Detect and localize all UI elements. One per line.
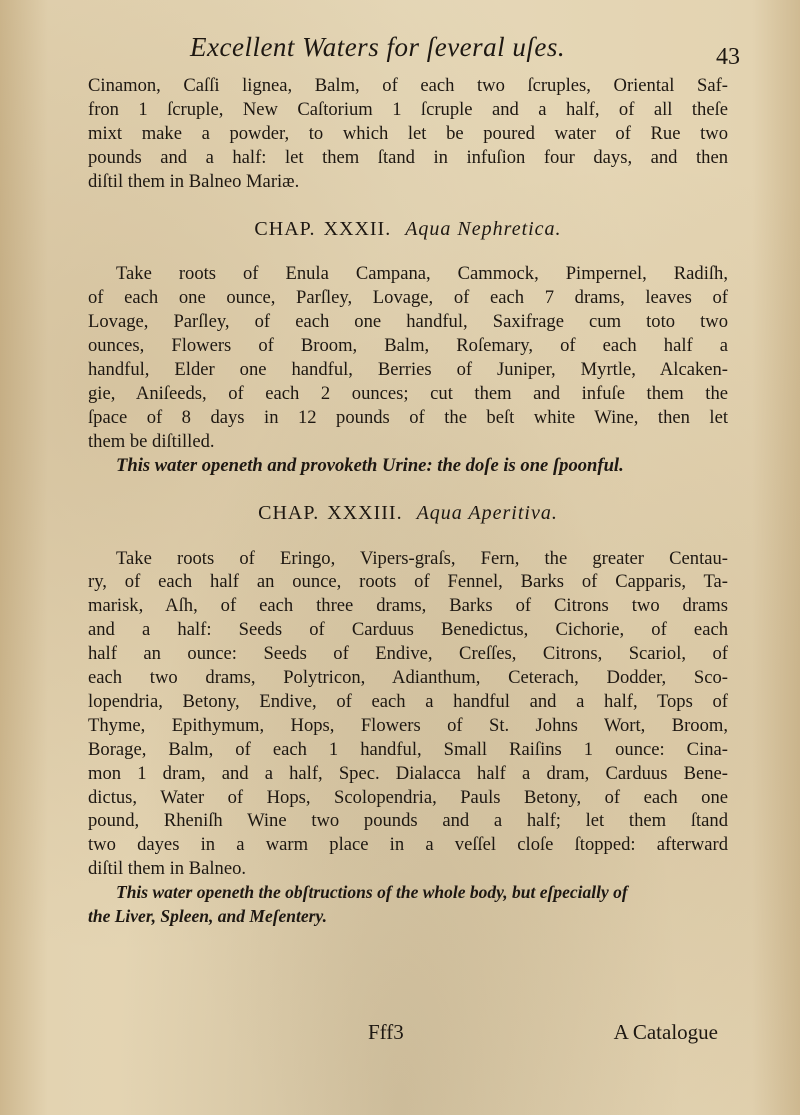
chapter-heading	[88, 218, 728, 242]
chapter-label: CHAP.	[258, 501, 320, 524]
text-line: pound, Rheniſh Wine two pounds and a half; let them ſtand	[88, 810, 728, 832]
catchword: A Catalogue	[613, 1020, 718, 1044]
text-line: Thyme, Epithymum, Hops, Flowers of St. Johns Wort, Broom,	[88, 714, 728, 736]
text-line: handful, Elder one handful, Berries of Juniper, Myrtle, Alcaken-	[88, 359, 728, 381]
chapter-note: the Liver, Spleen, and Meſentery.	[88, 906, 327, 927]
page-number: 43	[716, 44, 740, 70]
text-line: gie, Aniſeeds, of each 2 ounces; cut them and infuſe them the	[88, 382, 728, 404]
text-line: diſtil them in Balneo Mariæ.	[88, 170, 300, 192]
page-footer	[88, 1020, 728, 1050]
text-line: ſpace of 8 days in 12 pounds of the beſt white Wine, then let	[88, 406, 728, 428]
text-line: of each one ounce, Parſley, Lovage, of each 7 drams, leaves of	[88, 287, 728, 309]
chapter-latin-title: Aqua Aperitiva.	[416, 501, 558, 524]
chapter-body	[88, 262, 728, 477]
text-line: them be diſtilled.	[88, 430, 215, 452]
text-line: Borage, Balm, of each 1 handful, Small Raiſins 1 ounce: Cina-	[88, 738, 728, 760]
page-body	[88, 74, 728, 929]
chapter-note: This water openeth and provoketh Urine: the doſe is one ſpoonful.	[116, 454, 624, 476]
text-line: Take roots of Eringo, Vipers-graſs, Fern, the greater Centau-	[116, 547, 728, 569]
page-header	[190, 32, 740, 72]
text-line: lopendria, Betony, Endive, of each a handful and a half, Tops of	[88, 690, 728, 712]
chapter-number: XXXIII.	[327, 501, 403, 524]
chapter-label: CHAP.	[254, 217, 316, 240]
text-line: Take roots of Enula Campana, Cammock, Pimpernel, Radiſh,	[116, 263, 728, 285]
text-line: mixt make a powder, to which let be poured water of Rue two	[88, 122, 728, 144]
recipe-continuation	[88, 74, 728, 194]
text-line: pounds and a half: let them ſtand in infuſion four days, and then	[88, 146, 728, 168]
signature-mark: Fff3	[368, 1020, 404, 1044]
text-line: Cinamon, Caſſi lignea, Balm, of each two ſcruples, Oriental Saf-	[88, 75, 728, 96]
chapter-number: XXXII.	[323, 217, 392, 240]
text-line: diſtil them in Balneo.	[88, 858, 247, 880]
text-line: mon 1 dram, and a half, Spec. Dialacca half a dram, Carduus Bene-	[88, 762, 728, 784]
text-line: fron 1 ſcruple, New Caſtorium 1 ſcruple and a half, of all theſe	[88, 98, 728, 120]
text-line: and a half: Seeds of Carduus Benedictus, Cichorie, of each	[88, 619, 728, 641]
text-line: ounces, Flowers of Broom, Balm, Roſemary, of each half a	[88, 335, 728, 357]
chapter-note: This water openeth the obſtructions of the whole body, but eſpecially of	[116, 882, 628, 903]
text-line: each two drams, Polytricon, Adianthum, Ceterach, Dodder, Sco-	[88, 667, 728, 689]
text-line: Lovage, Parſley, of each one handful, Saxifrage cum toto two	[88, 311, 728, 333]
running-title: Excellent Waters for ſeveral uſes.	[190, 32, 566, 62]
chapter-heading	[88, 502, 728, 526]
text-line: marisk, Aſh, of each three drams, Barks of Citrons two drams	[88, 595, 728, 617]
chapter-body	[88, 547, 728, 930]
text-line: two dayes in a warm place in a veſſel cloſe ſtopped: afterward	[88, 834, 728, 856]
chapter-latin-title: Aqua Nephretica.	[405, 217, 562, 240]
text-line: dictus, Water of Hops, Scolopendria, Pauls Betony, of each one	[88, 786, 728, 808]
text-line: half an ounce: Seeds of Endive, Creſſes, Citrons, Scariol, of	[88, 643, 728, 665]
text-line: ry, of each half an ounce, roots of Fennel, Barks of Capparis, Ta-	[88, 571, 728, 593]
